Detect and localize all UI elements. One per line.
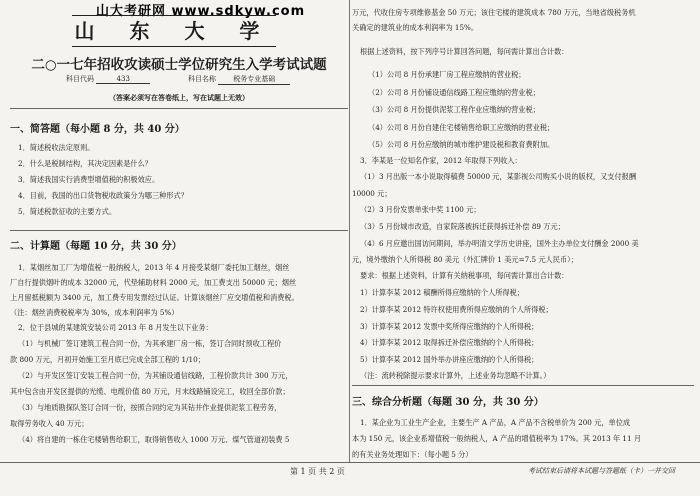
subject-label: 科目名称 [188,75,216,83]
text-line: （3）5 月份城市改造，自家院落被拆迁获得拆迁补偿 89 万元； [360,222,565,231]
text-line: 要求：根据上述资料，计算有关纳税事项，每问需计算出合计数： [360,271,569,280]
text-line: 上月留抵税额为 3400 元，加工费专用发票经过认证。计算该烟丝厂应交增值税和消费税。 [10,293,299,302]
text-line: 万元，代收住房专项维修基金 50 万元；该住宅楼的建筑成本 780 万元，当地省级税务机 [352,8,636,17]
text-line: 元，境外缴纳个人所得税 80 美元（外汇牌价 1 美元=7.5 元人民币）； [352,255,578,264]
page-number: 第 1 页 共 2 页 [290,467,345,476]
text-line: （4）将自建的一栋住宅楼销售给职工，取得销售收入 1000 万元、煤气管道初装费 5 [18,435,290,444]
exam-title: 二○一七年招收攻读硕士学位研究生入学考试试题 [31,57,327,73]
divider [352,385,694,386]
text-line: 根据上述资料，按下列序号计算回答问题，每问需计算出合计数： [360,47,569,56]
text-line: 关确定的建筑业的成本利润率为 15%。 [352,23,479,32]
text-line: 2．位于县城的某建筑安装公司 2013 年 8 月发生以下业务： [18,323,213,332]
text-line: （2）3 月份发票单张中奖 1100 元； [360,205,481,214]
subject-value: 税务专业基础 [218,74,290,85]
text-line: 5）计算李某 2012 国外举办讲座应缴纳的个人所得税； [360,355,539,364]
text-line: （5）公司 8 月份应缴纳的城市维护建设税和教育费附加。 [368,140,555,149]
site-watermark: 山大考研网 www.sdkyw.com [96,4,306,19]
text-line: （注：烟丝消费税税率为 30%，成本利润率为 5%） [10,308,179,317]
answer-note: （答案必须写在答卷纸上，写在试题上无效） [109,93,249,102]
text-line: 厂自行提供烟叶的成本 32000 元，代垫辅助材料 2000 元，加工费支出 50000 元；烟丝 [10,278,297,287]
text-line: 1）计算李某 2012 稿酬所得应缴纳的个人所得税； [360,288,524,297]
right-column [352,0,694,462]
footer-note: 考试结束后请将本试题与答题纸（卡）一并交回 [528,467,675,475]
text-line: 10000 元； [352,189,392,198]
text-line: （4）公司 8 月份自建住宅楼销售给职工应缴纳的营业税； [368,123,555,132]
text-line: （1）与机械厂签订建筑工程合同一份，为其承建厂房一栋，签订合同时预收工程价 [18,339,282,348]
text-line: 2）计算李某 2012 特许权使用费所得应缴纳的个人所得税； [360,305,553,314]
subject-code [66,74,150,84]
code-value: 433 [96,75,150,84]
section-2-title: 二、计算题（每题 10 分，共 30 分） [10,241,182,252]
divider [10,230,348,231]
text-line: （4）6 月应邀出国访问期间，举办明清文学历史讲座，国外主办单位支付酬金 2000 美 [360,239,639,248]
question-item: 5．简述税款征收的主要方式。 [18,207,117,216]
section-3-title: 三、综合分析题（每题 30 分，共 30 分） [352,397,544,408]
question-item: 3．简述我国实行消费型增值税的积极效应。 [18,175,160,184]
text-line: （1）3 月出版一本小说取得稿费 50000 元，某影视公司购买小说的版权，又支付报酬 [360,172,637,181]
text-line: 3．李某是一位知名作家，2012 年取得下列收入： [360,156,522,165]
text-line: （1）公司 8 月份承建厂房工程应缴纳的营业税； [368,70,526,79]
text-line: （3）公司 8 月份提供泥浆工程作业应缴纳的营业税； [368,105,540,114]
text-line: 的有关业务处理如下：（每小题 5 分） [352,450,473,459]
text-line: 1．某企业为工业生产企业，主要生产 A 产品，A 产品不含税单价为 200 元，单位成 [360,418,631,427]
text-line: 款 800 万元，月初开始施工至月底已完成全部工程的 1/10； [10,355,205,364]
question-item: 2．什么是税制结构，其决定因素是什么？ [18,159,152,168]
text-line: （2）与开发区签订安装工程合同一份，为其铺设通信线路，工程价款共计 300 万元， [18,371,293,380]
question-item: 1．简述税收法定原则。 [18,143,95,152]
divider [10,108,348,109]
text-line: 3）计算李某 2012 发票中奖所得应缴纳的个人所得税； [360,322,539,331]
text-line: （3）与地质勘探队签订合同一份，按照合同约定为其钻井作业提供泥浆工程劳务， [18,403,282,412]
text-line: （2）公司 8 月份铺设通信线路工程应缴纳的营业税； [368,88,540,97]
text-line: 4）计算李某 2012 取得拆迁补偿应缴纳的个人所得税； [360,338,539,347]
text-line: 1．某烟丝加工厂为增值税一般纳税人，2013 年 4 月接受某烟厂委托加工烟丝，烟丝 [18,263,290,272]
text-line: 取得劳务收入 40 万元； [10,419,89,428]
text-line: 其中包含由开发区提供的光缆、电缆价值 80 万元，月末线路铺设完工，收回全部价款； [10,387,290,396]
university-name: 山 东 大 学 [72,15,276,47]
subject-name [188,74,290,85]
question-item: 4．目前，我国的出口货物税收政策分为哪三种形式？ [18,191,188,200]
footer-divider [0,462,700,463]
section-1-title: 一、简答题（每小题 8 分，共 40 分） [10,124,185,135]
text-line: 本为 150 元，该企业系增值税一般纳税人，A 产品的增值税率为 17%。其 2013 年 11 月 [352,434,642,443]
code-label: 科目代码 [66,75,94,83]
column-divider [349,0,350,462]
left-column [10,0,348,462]
text-line: （注：流转税除提示要求计算外，上述业务均忽略不计算。） [360,371,551,380]
